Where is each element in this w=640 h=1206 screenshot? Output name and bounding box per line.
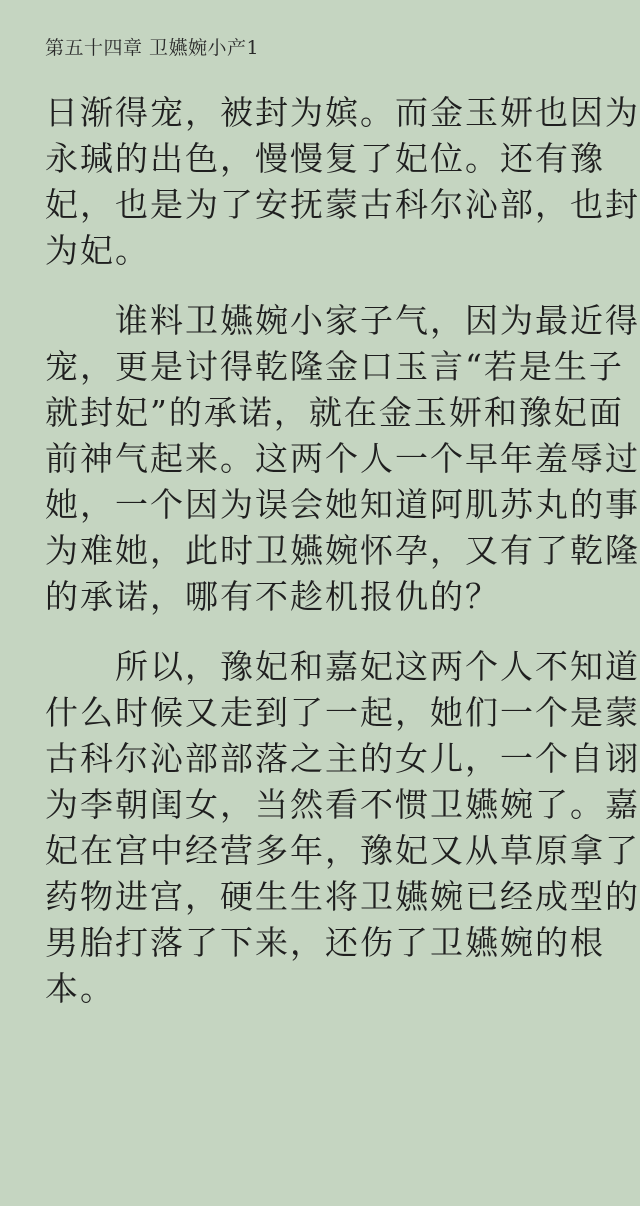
text-line: 日渐得宠，被封为嫔。而金玉妍也因为	[45, 93, 640, 132]
paragraph-3	[45, 644, 640, 1012]
text-line: 妃在宫中经营多年，豫妃又从草原拿了	[45, 831, 640, 870]
text-line: 什么时候又走到了一起，她们一个是蒙	[45, 693, 640, 732]
article-body	[45, 90, 640, 1012]
text-line: 男胎打落了下来，还伤了卫嬿婉的根	[45, 923, 605, 962]
text-line: 永瑊的出色，慢慢复了妃位。还有豫	[45, 139, 605, 178]
text-line: 宠，更是讨得乾隆金口玉言“若是生子	[45, 347, 624, 386]
paragraph-gap	[45, 620, 606, 644]
text-line: 古科尔沁部部落之主的女儿，一个自诩	[45, 739, 640, 778]
text-line: 本。	[45, 969, 115, 1008]
text-line: 就封妃”的承诺，就在金玉妍和豫妃面	[45, 393, 624, 432]
text-line: 为妃。	[45, 231, 150, 270]
text-line: 的承诺，哪有不趁机报仇的？	[45, 577, 500, 616]
paragraph-2	[45, 298, 640, 620]
text-line: 为李朝闺女，当然看不惯卫嬿婉了。嘉	[45, 785, 640, 824]
text-line: 为难她，此时卫嬿婉怀孕，又有了乾隆	[45, 531, 640, 570]
text-line: 所以，豫妃和嘉妃这两个人不知道	[45, 647, 640, 686]
text-line: 她，一个因为误会她知道阿肌苏丸的事	[45, 485, 640, 524]
text-line: 妃，也是为了安抚蒙古科尔沁部，也封	[45, 185, 640, 224]
text-line: 谁料卫嬿婉小家子气，因为最近得	[45, 301, 640, 340]
chapter-header: 第五十四章 卫嬿婉小产1	[45, 37, 260, 59]
text-line: 前神气起来。这两个人一个早年羞辱过	[45, 439, 640, 478]
paragraph-1	[45, 90, 640, 274]
text-line: 药物进宫，硬生生将卫嬿婉已经成型的	[45, 877, 640, 916]
paragraph-gap	[45, 274, 606, 298]
